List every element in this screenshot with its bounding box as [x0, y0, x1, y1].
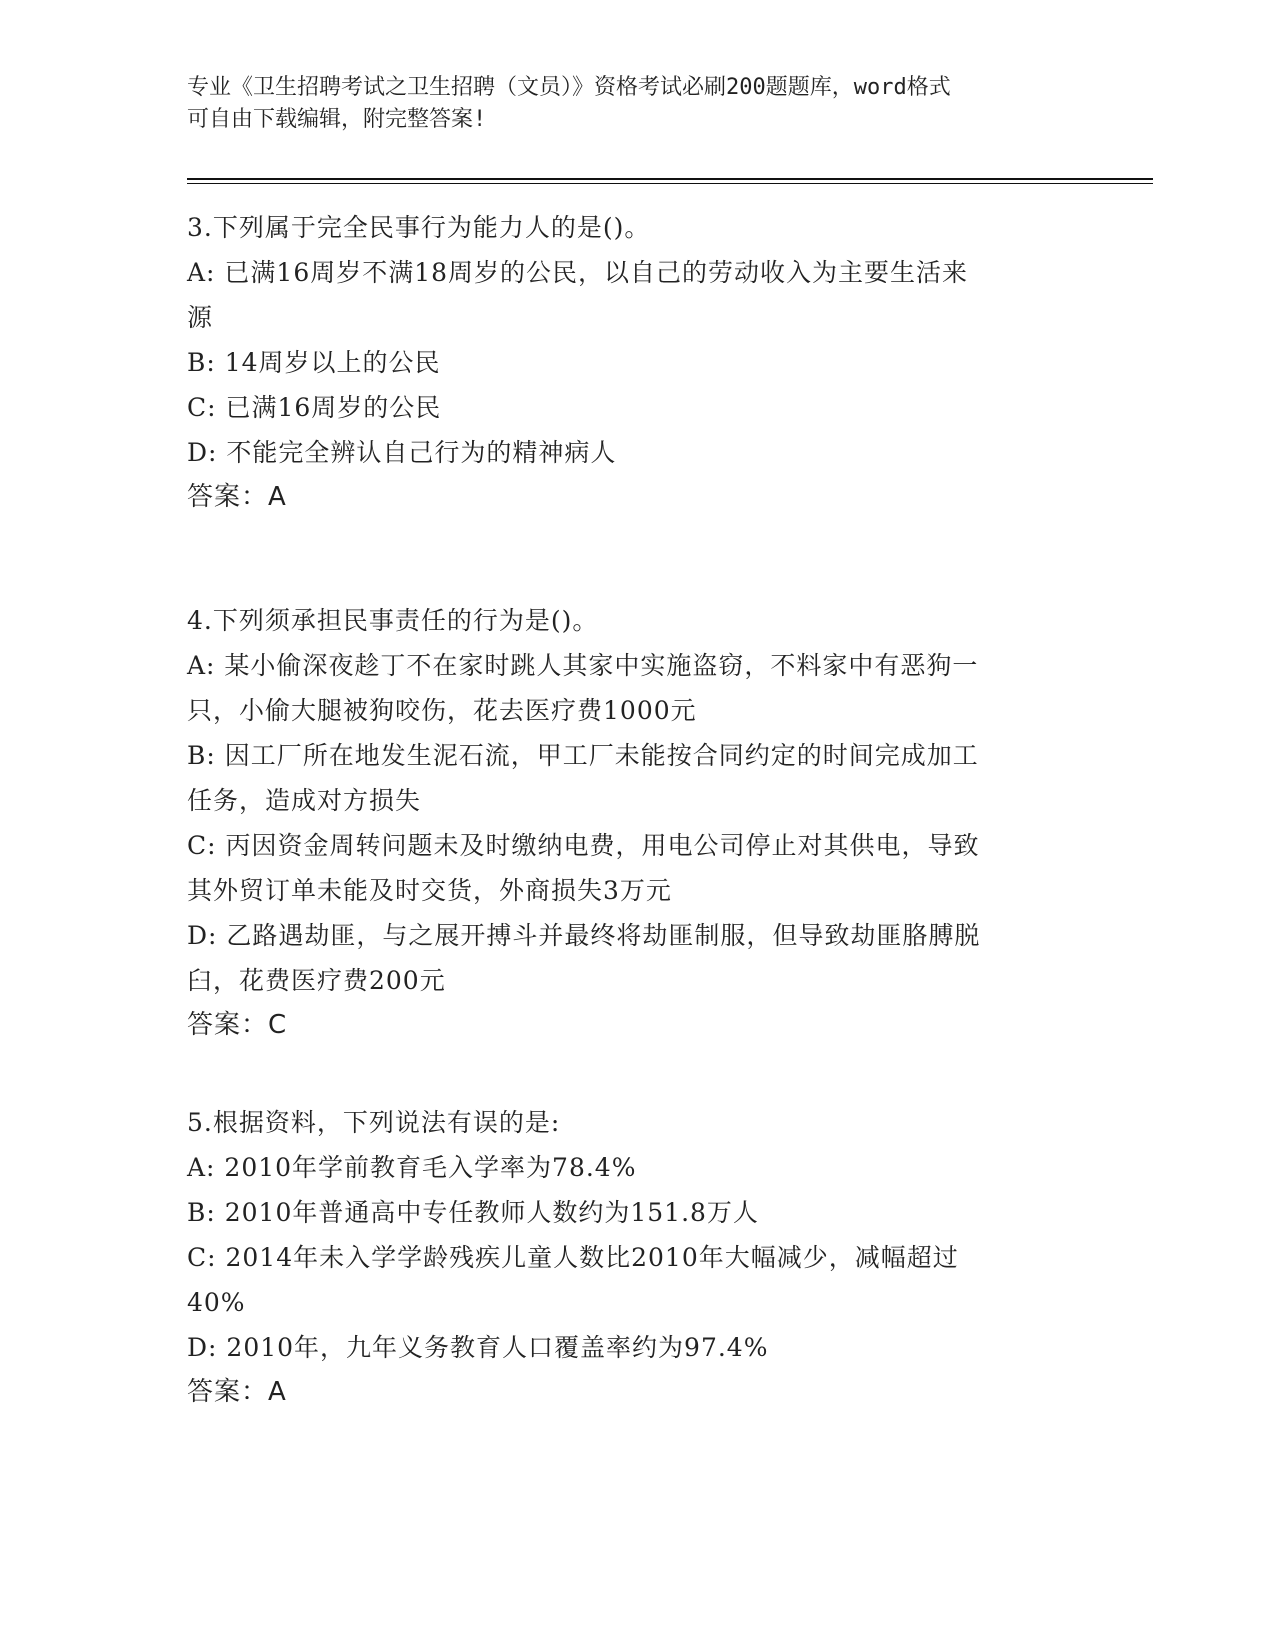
option-a-line-2: 源: [187, 303, 214, 332]
option-c-line-2: 其外贸订单未能及时交货，外商损失3万元: [187, 876, 672, 905]
question-block: [187, 598, 1077, 1048]
option-a-line-2: 只，小偷大腿被狗咬伤，花去医疗费1000元: [187, 696, 697, 725]
option-a: A: 2010年学前教育毛入学率为78.4%: [187, 1153, 637, 1182]
header-divider-thin: [187, 183, 1153, 184]
option-c-line-2: 40%: [187, 1288, 246, 1317]
question-stem: 3.下列属于完全民事行为能力人的是()。: [187, 213, 651, 242]
option-b-line-1: B: 因工厂所在地发生泥石流，甲工厂未能按合同约定的时间完成加工: [187, 741, 979, 770]
option-d-line-2: 臼，花费医疗费200元: [187, 966, 446, 995]
answer-label: 答案：A: [187, 482, 287, 512]
answer-label: 答案：C: [187, 1010, 288, 1040]
option-a-line-1: A: 已满16周岁不满18周岁的公民，以自己的劳动收入为主要生活来: [187, 258, 969, 287]
header-divider-thick: [187, 178, 1153, 180]
question-block: [187, 205, 1077, 520]
option-b-line-2: 任务，造成对方损失: [187, 786, 422, 815]
question-stem: 5.根据资料，下列说法有误的是:: [187, 1108, 561, 1137]
header-line-1: 专业《卫生招聘考试之卫生招聘（文员）》资格考试必刷200题题库，word格式: [187, 75, 951, 100]
option-c-line-1: C: 2014年未入学学龄残疾儿童人数比2010年大幅减少，减幅超过: [187, 1243, 959, 1272]
option-c-line-1: C: 丙因资金周转问题未及时缴纳电费，用电公司停止对其供电，导致: [187, 831, 980, 860]
option-d: D: 不能完全辨认自己行为的精神病人: [187, 438, 617, 467]
header-line-2: 可自由下载编辑，附完整答案!: [187, 107, 487, 132]
question-block: [187, 1100, 1077, 1415]
option-a-line-1: A: 某小偷深夜趁丁不在家时跳人其家中实施盗窃，不料家中有恶狗一: [187, 651, 979, 680]
option-b: B: 14周岁以上的公民: [187, 348, 441, 377]
option-b: B: 2010年普通高中专任教师人数约为151.8万人: [187, 1198, 759, 1227]
question-stem: 4.下列须承担民事责任的行为是()。: [187, 606, 599, 635]
option-d: D: 2010年，九年义务教育人口覆盖率约为97.4%: [187, 1333, 769, 1362]
document-header: [187, 72, 1067, 136]
answer-label: 答案：A: [187, 1377, 287, 1407]
option-c: C: 已满16周岁的公民: [187, 393, 442, 422]
option-d-line-1: D: 乙路遇劫匪，与之展开搏斗并最终将劫匪制服，但导致劫匪胳膊脱: [187, 921, 981, 950]
